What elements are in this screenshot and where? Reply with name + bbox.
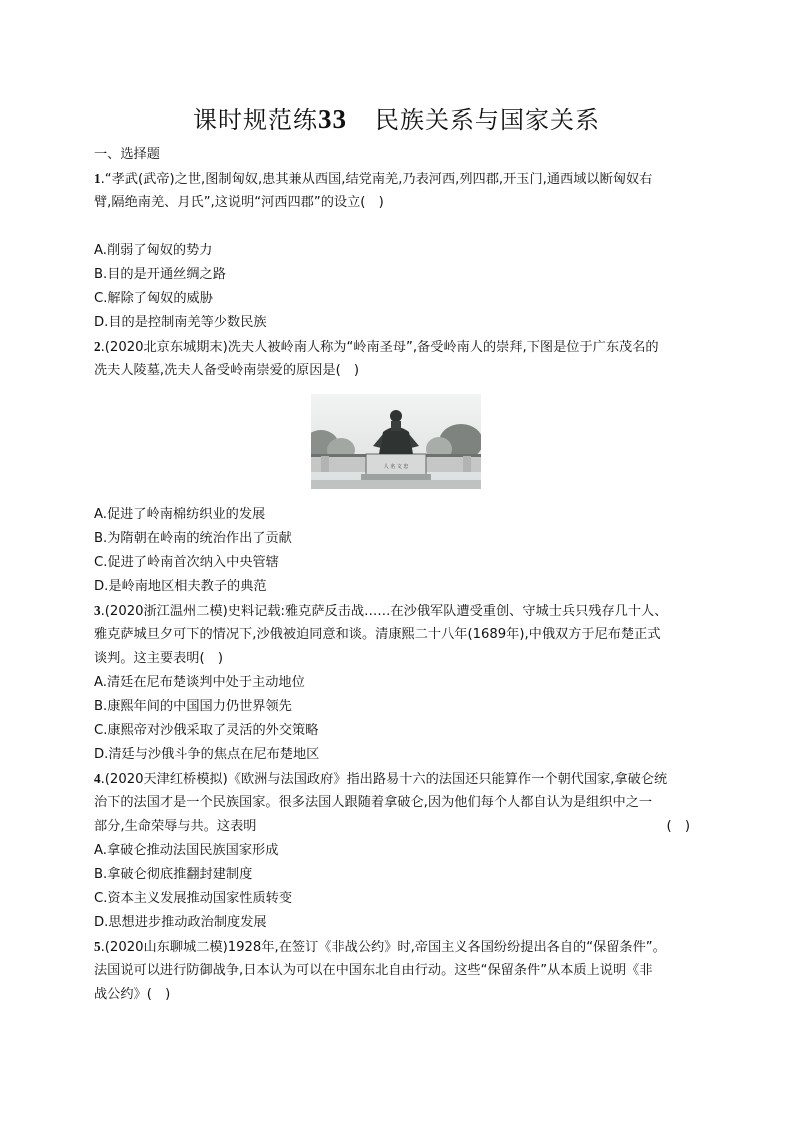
- q4-option-c[interactable]: C.资本主义发展推动国家性质转变: [94, 891, 293, 906]
- q4-line-2: 治下的法国才是一个民族国家。很多法国人跟随着拿破仑,因为他们每个人都自认为是组织中之一: [94, 795, 653, 810]
- q5-line-2: 法国说可以进行防御战争,日本认为可以在中国东北自由行动。这些“保留条件”从本质上说明《非: [94, 963, 653, 978]
- q4-line-3: 部分,生命荣辱与共。这表明 ( ): [94, 819, 690, 834]
- q2-option-a[interactable]: A.促进了岭南棉纺织业的发展: [94, 507, 266, 522]
- q5-number: 5: [94, 939, 101, 954]
- q3-option-c[interactable]: C.康熙帝对沙俄采取了灵活的外交策略: [94, 723, 319, 738]
- q1-option-a[interactable]: A.削弱了匈奴的势力: [94, 243, 213, 258]
- title-topic: 民族关系与国家关系: [375, 106, 600, 134]
- q3-line-3: 谈判。这主要表明( ): [94, 651, 223, 666]
- q2-line-1: 2.(2020北京东城期末)冼夫人被岭南人称为“岭南圣母”,备受岭南人的崇拜,下图是位于广东茂名的: [94, 339, 659, 355]
- q2-option-d[interactable]: D.是岭南地区相夫教子的典范: [94, 579, 267, 594]
- title-prefix: 课时规范练: [193, 106, 318, 134]
- q3-number: 3: [94, 603, 101, 618]
- q1-option-d[interactable]: D.目的是控制南羌等少数民族: [94, 315, 267, 330]
- q3-line-2: 雅克萨城旦夕可下的情况下,沙俄被迫同意和谈。清康熙二十八年(1689年),中俄双方于尼布楚正式: [94, 627, 661, 642]
- q4-option-d[interactable]: D.思想进步推动政治制度发展: [94, 915, 267, 930]
- q1-option-c[interactable]: C.解除了匈奴的威胁: [94, 291, 213, 306]
- q5-line-3: 战公约》( ): [94, 987, 171, 1002]
- q2-line-2: 冼夫人陵墓,冼夫人备受岭南崇爱的原因是( ): [94, 363, 360, 378]
- q1-line-1: 1.“孝武(武帝)之世,图制匈奴,患其兼从西国,结党南羌,乃表河西,列四郡,开玉门,通西域以断匈奴右: [94, 171, 653, 187]
- section-heading: 一、选择题: [94, 147, 160, 162]
- q3-option-a[interactable]: A.清廷在尼布楚谈判中处于主动地位: [94, 675, 305, 690]
- page-title: [0, 100, 793, 135]
- q2-option-c[interactable]: C.促进了岭南首次纳入中央管辖: [94, 555, 279, 570]
- q4-option-a[interactable]: A.拿破仑推动法国民族国家形成: [94, 843, 279, 858]
- q3-option-d[interactable]: D.清廷与沙俄斗争的焦点在尼布楚地区: [94, 747, 320, 762]
- q2-option-b[interactable]: B.为隋朝在岭南的统治作出了贡献: [94, 531, 292, 546]
- q1-number: 1: [94, 171, 101, 186]
- title-number: 33: [318, 104, 347, 134]
- q1-option-b[interactable]: B.目的是开通丝绸之路: [94, 267, 226, 282]
- q4-answer-paren: ( ): [666, 819, 690, 834]
- q3-line-1: 3.(2020浙江温州二模)史料记载:雅克萨反击战……在沙俄军队遭受重创、守城士兵只残存几十人、: [94, 603, 668, 619]
- statue-photo-image: [311, 394, 481, 489]
- q5-line-1: 5.(2020山东聊城二模)1928年,在签订《非战公约》时,帝国主义各国纷纷提出各自的“保留条件”。: [94, 939, 666, 955]
- q3-option-b[interactable]: B.康熙年间的中国国力仍世界领先: [94, 699, 292, 714]
- q1-line-2: 臂,隔绝南羌、月氏”,这说明“河西四郡”的设立( ): [94, 195, 384, 210]
- q2-number: 2: [94, 339, 101, 354]
- q4-number: 4: [94, 771, 101, 786]
- q4-option-b[interactable]: B.拿破仑彻底推翻封建制度: [94, 867, 253, 882]
- statue-photo: [311, 394, 481, 489]
- plaque-text: 人 名 文 忠: [383, 464, 409, 470]
- q4-line-1: 4.(2020天津红桥模拟)《欧洲与法国政府》指出路易十六的法国还只能算作一个朝代国家,拿破仑统: [94, 771, 668, 787]
